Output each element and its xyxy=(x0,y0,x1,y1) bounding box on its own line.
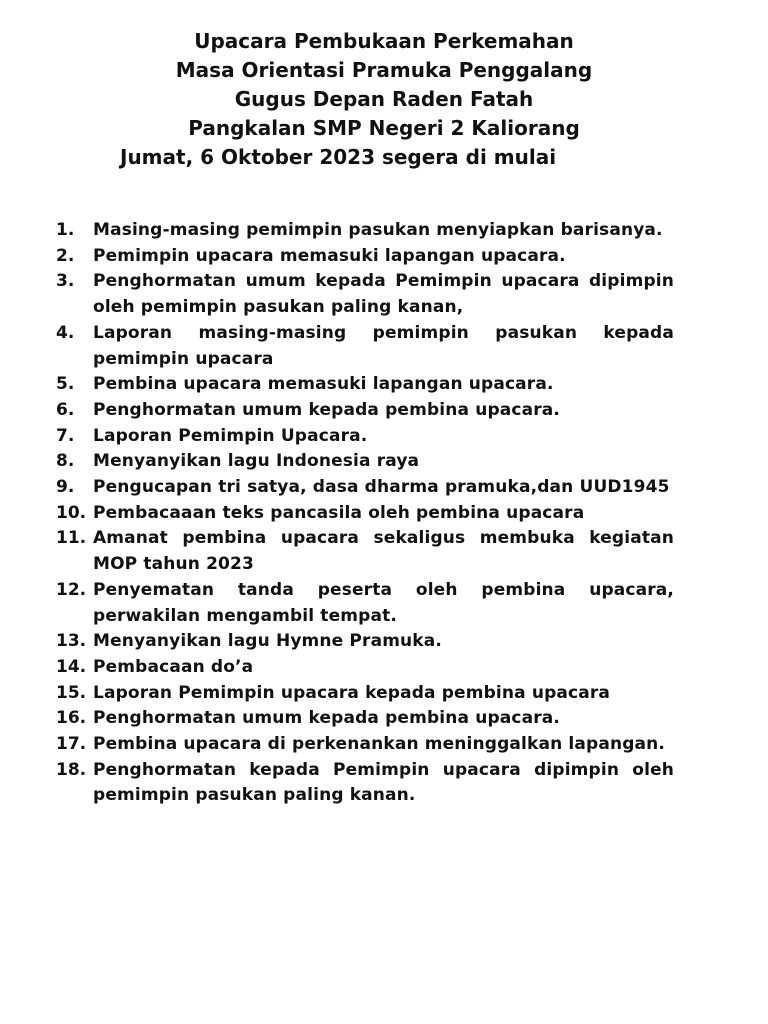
list-item xyxy=(56,218,674,244)
list-item xyxy=(56,706,674,732)
list-item xyxy=(56,372,674,398)
title-line-1: Upacara Pembukaan Perkemahan xyxy=(194,29,574,53)
list-item xyxy=(56,501,674,527)
step-number: 16. xyxy=(56,708,87,729)
list-item xyxy=(56,578,674,629)
list-item xyxy=(56,244,674,270)
step-number: 9. xyxy=(56,477,75,498)
step-number: 11. xyxy=(56,528,87,549)
step-number: 17. xyxy=(56,734,87,755)
step-text: Laporan Pemimpin upacara kepada pembina upacara xyxy=(93,682,611,703)
title-line-3: Gugus Depan Raden Fatah xyxy=(234,87,534,111)
step-text: Laporan masing-masing pemimpin pasukan kepada pemimpin upacara xyxy=(93,322,674,369)
step-number: 13. xyxy=(56,631,87,652)
list-item xyxy=(56,758,674,809)
list-item xyxy=(56,629,674,655)
step-text: Penghormatan umum kepada pembina upacara. xyxy=(93,708,561,729)
step-text: Laporan Pemimpin Upacara. xyxy=(93,425,368,446)
list-item xyxy=(56,732,674,758)
list-item xyxy=(56,398,674,424)
step-text: Pemimpin upacara memasuki lapangan upacara. xyxy=(93,245,566,266)
step-text: Masing-masing pemimpin pasukan menyiapkan barisanya. xyxy=(93,220,663,240)
step-text: Penghormatan umum kepada Pemimpin upacara dipimpin oleh pemimpin pasukan paling kanan, xyxy=(93,271,674,318)
list-item xyxy=(56,449,674,475)
step-number: 14. xyxy=(56,656,87,677)
document-header xyxy=(0,27,768,172)
step-text: Pembina upacara di perkenankan meninggalkan lapangan. xyxy=(93,734,666,755)
list-item xyxy=(56,475,674,501)
step-text: Amanat pembina upacara sekaligus membuka kegiatan MOP tahun 2023 xyxy=(93,528,674,575)
list-item xyxy=(56,681,674,707)
list-item xyxy=(56,655,674,681)
step-number: 1. xyxy=(56,220,75,240)
list-item xyxy=(56,424,674,450)
step-number: 6. xyxy=(56,399,75,420)
step-number: 7. xyxy=(56,425,75,446)
title-line-2: Masa Orientasi Pramuka Penggalang xyxy=(175,58,593,82)
step-text: Menyanyikan lagu Indonesia raya xyxy=(93,451,420,472)
step-number: 5. xyxy=(56,374,75,395)
step-text: Pembacaaan teks pancasila oleh pembina upacara xyxy=(93,502,585,523)
list-item xyxy=(56,269,674,320)
date-line: Jumat, 6 Oktober 2023 segera di mulai xyxy=(120,145,557,169)
step-text: Penyematan tanda peserta oleh pembina upacara, perwakilan mengambil tempat. xyxy=(93,579,674,626)
step-number: 3. xyxy=(56,271,75,292)
step-text: Pengucapan tri satya, dasa dharma pramuka,dan UUD1945 xyxy=(93,477,670,498)
ceremony-steps-list xyxy=(56,218,674,809)
list-item xyxy=(56,526,674,577)
step-number: 15. xyxy=(56,682,87,703)
step-number: 10. xyxy=(56,502,87,523)
step-number: 4. xyxy=(56,322,75,343)
step-text: Pembina upacara memasuki lapangan upacara. xyxy=(93,374,554,395)
list-item xyxy=(56,321,674,372)
step-number: 2. xyxy=(56,245,75,266)
step-number: 12. xyxy=(56,579,87,600)
step-text: Penghormatan kepada Pemimpin upacara dipimpin oleh pemimpin pasukan paling kanan. xyxy=(93,759,674,806)
title-line-4: Pangkalan SMP Negeri 2 Kaliorang xyxy=(188,116,580,140)
step-text: Penghormatan umum kepada pembina upacara. xyxy=(93,399,561,420)
step-text: Pembacaan do’a xyxy=(93,656,254,677)
step-number: 18. xyxy=(56,759,87,780)
step-number: 8. xyxy=(56,451,75,472)
step-text: Menyanyikan lagu Hymne Pramuka. xyxy=(93,631,442,652)
